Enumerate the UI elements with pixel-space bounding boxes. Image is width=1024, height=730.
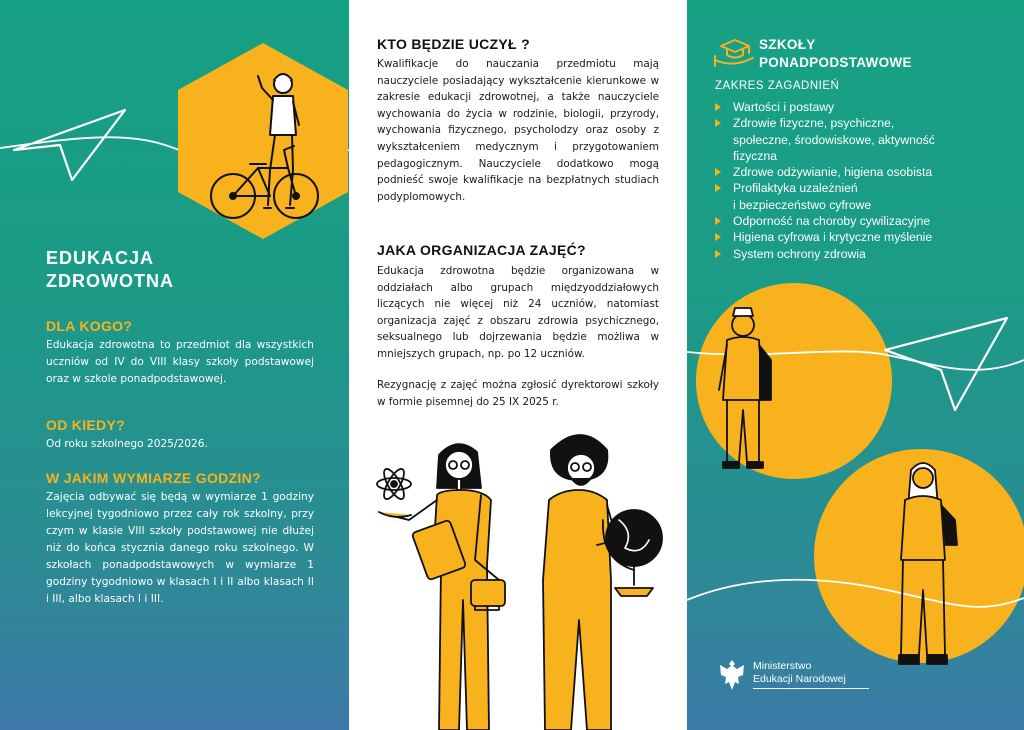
who-text: Edukacja zdrowotna to przedmiot dla wszystkich uczniów od IV do VIII klasy szkoły podstawowej oraz w szkole ponadpodstawowej. — [46, 339, 314, 385]
list-item: Profilaktyka uzależnień i bezpieczeństwo cyfrowe — [713, 180, 1003, 213]
teacher-text: Kwalifikacje do nauczania przedmiotu mają nauczyciele posiadający wykształcenie kierunkowe w zakresie edukacji zdrowotnej, a także nauczyciele wychowania do życia w rodzinie, biologii, przyrody, wychowania fizycznego, psycholodzy oraz osoby z wykształceniem medycznym i przygotowaniem pedagogicznym. Nauczyciele dodatkowo mogą podnieść swoje kwalifikacje na bezpłatnych studiach podyplomowych. — [377, 58, 659, 203]
list-item: System ochrony zdrowia — [713, 246, 1003, 262]
list-item: Higiena cyfrowa i krytyczne myślenie — [713, 229, 1003, 245]
ministry-logo — [717, 657, 877, 693]
polish-eagle-emblem-icon — [717, 657, 747, 693]
list-item: Zdrowie fizyczne, psychiczne, społeczne, środowiskowe, aktywność fizyczna — [713, 115, 1003, 164]
list-item: Wartości i postawy — [713, 99, 1003, 115]
since-text: Od roku szkolnego 2025/2026. — [46, 438, 208, 450]
left-panel — [0, 0, 349, 730]
list-item: Zdrowe odżywianie, higiena osobista — [713, 164, 1003, 180]
middle-panel — [349, 0, 687, 730]
hours-text: Zajęcia odbywać się będą w wymiarze 1 godziny lekcyjnej tygodniowo przez cały rok szkolny, przy czym w klasie VIII szkoły podstawowej nie dłużej niż do końca stycznia danego roku szkolnego. W szkołach ponadpodstawowych w wymiarze 1 godziny tygodniowo w klasach I i II albo klasach II i III, albo klasach I i III. — [46, 491, 314, 605]
ministry-name: Ministerstwo Edukacji Narodowej — [753, 660, 846, 685]
schools-title-line1: SZKOŁY — [759, 37, 816, 52]
list-item: Odporność na choroby cywilizacyjne — [713, 213, 1003, 229]
schools-title-line2: PONADPODSTAWOWE — [759, 55, 912, 70]
hours-heading: W JAKIM WYMIARZE GODZIN? — [46, 470, 261, 486]
resignation-text: Rezygnację z zajęć można zgłosić dyrektorowi szkoły w formie pisemnej do 25 IX 2025 r. — [377, 379, 659, 408]
organization-heading: JAKA ORGANIZACJA ZAJĘĆ? — [377, 242, 586, 258]
organization-text: Edukacja zdrowotna będzie organizowana w oddziałach albo grupach międzyoddziałowych liczących nie więcej niż 24 uczniów, natomiast organizacja zajęć z obszaru zdrowia psychicznego, seksualnego lub dojrzewania będzie możliwa w mniejszych grupach, np. po 12 uczniów. — [377, 265, 659, 360]
wave-line — [687, 580, 1024, 607]
main-title-line1: EDUKACJA — [46, 248, 155, 268]
teacher-heading: KTO BĘDZIE UCZYŁ ? — [377, 36, 530, 52]
who-heading: DLA KOGO? — [46, 318, 133, 334]
since-heading: OD KIEDY? — [46, 417, 125, 433]
topics-subtitle: ZAKRES ZAGADNIEŃ — [715, 80, 840, 92]
main-title-line2: ZDROWOTNA — [46, 271, 174, 291]
main-title — [46, 247, 326, 293]
paper-plane-doodle — [885, 318, 1007, 410]
right-panel — [687, 0, 1024, 730]
atom-icon — [377, 466, 411, 501]
students-illustration — [687, 0, 1024, 730]
ministry-underline — [753, 688, 869, 689]
teachers-illustration — [349, 0, 687, 730]
